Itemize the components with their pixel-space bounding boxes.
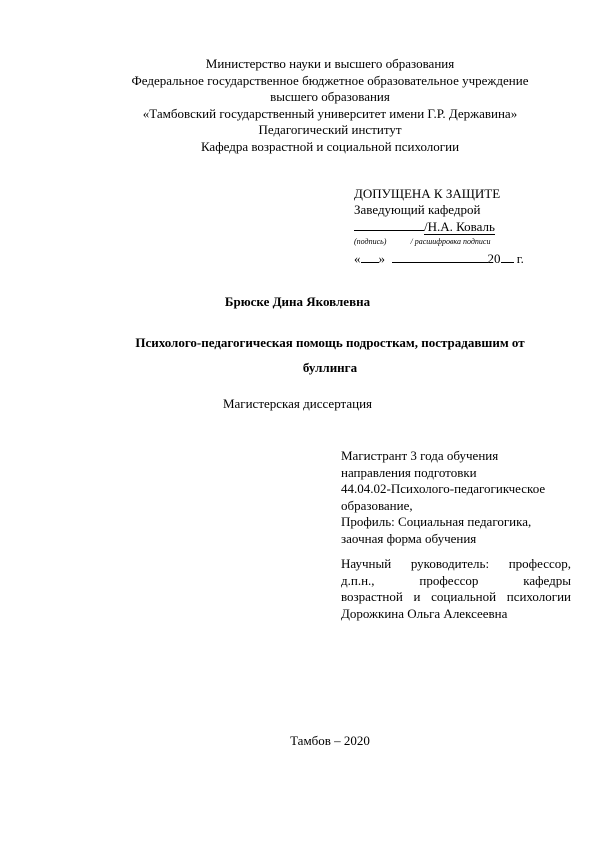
- author-name: Брюске Дина Яковлевна: [224, 294, 371, 309]
- city-year: Тамбов – 2020: [290, 733, 370, 748]
- date-close-quote: »: [378, 251, 385, 266]
- approval-block: [354, 186, 574, 267]
- university-name-line: «Тамбовский государственный университет имени Г.Р. Державина»: [142, 105, 518, 121]
- student-line: заочная форма обучения: [341, 530, 477, 546]
- day-blank: [361, 250, 379, 263]
- supervisor-line: возрастной и социальной психологии: [341, 589, 571, 604]
- supervisor-info: [341, 556, 571, 622]
- signature-caption: [354, 237, 574, 247]
- approval-date-line: [354, 250, 574, 267]
- head-name: /Н.А. Коваль: [424, 219, 495, 234]
- year-prefix: 20: [487, 251, 501, 266]
- year-suffix: г.: [513, 251, 524, 266]
- year-blank: [501, 250, 514, 263]
- supervisor-line: Дорожкина Ольга Алексеевна: [341, 605, 508, 621]
- date-open-quote: «: [354, 251, 361, 266]
- title-line: буллинга: [302, 360, 358, 375]
- institute-line: Педагогический институт: [258, 122, 402, 137]
- approval-role: Заведующий кафедрой: [354, 202, 481, 217]
- month-blank: [392, 250, 488, 263]
- institution-type-line: Федеральное государственное бюджетное образовательное учреждение: [131, 72, 529, 88]
- supervisor-line: д.п.н., профессор кафедры: [341, 572, 571, 588]
- education-level-line: высшего образования: [270, 89, 390, 104]
- approval-signature-line: [354, 218, 574, 235]
- signature-blank: [354, 218, 424, 231]
- supervisor-line: Научный руководитель: профессор,: [341, 556, 571, 571]
- ministry-line: Министерство науки и высшего образования: [205, 56, 455, 71]
- student-info: [341, 448, 571, 547]
- student-line: 44.04.02-Психолого-педагогикческое: [341, 481, 546, 496]
- institution-header: [60, 56, 595, 155]
- approval-heading: ДОПУЩЕНА К ЗАЩИТЕ: [354, 186, 501, 201]
- thesis-title: [60, 330, 595, 380]
- student-line: образование,: [341, 497, 413, 513]
- title-line: Психолого-педагогическая помощь подросткам, пострадавшим от: [135, 335, 525, 350]
- student-line: Магистрант 3 года обучения: [341, 448, 499, 463]
- work-type: Магистерская диссертация: [222, 396, 373, 411]
- caption-decoding: / расшифровка подписи: [410, 237, 491, 246]
- caption-signature: (подпись): [354, 237, 387, 246]
- department-line: Кафедра возрастной и социальной психологии: [200, 138, 460, 154]
- student-line: Профиль: Социальная педагогика,: [341, 514, 532, 529]
- student-line: направления подготовки: [341, 464, 477, 480]
